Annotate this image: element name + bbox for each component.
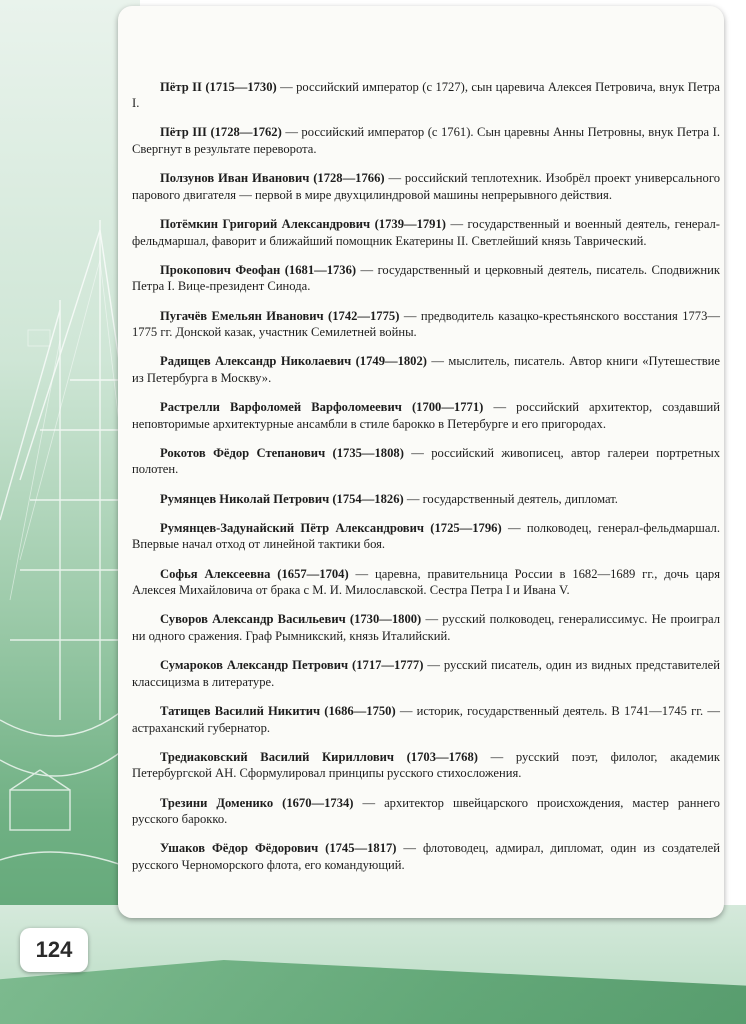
biography-entry <box>132 566 720 599</box>
entry-name: Пётр II (1715—1730) <box>160 79 277 94</box>
biography-entry <box>132 491 720 508</box>
entry-description: — российский император (с 1727), сын царевича Алексея Петровича, внук Петра I. <box>132 79 720 111</box>
entry-description: — русский поэт, филолог, академик Петербургской АН. Сформулировал принципы русского стихосложения. <box>132 749 720 781</box>
entry-name: Тредиаковский Василий Кириллович (1703—1768) <box>160 749 478 764</box>
biography-entry <box>132 611 720 644</box>
entry-description: — государственный деятель, дипломат. <box>403 491 618 506</box>
entry-description: — мыслитель, писатель. Автор книги «Путешествие из Петербурга в Москву». <box>132 354 720 385</box>
biography-entry <box>132 216 720 249</box>
entry-name: Радищев Александр Николаевич (1749—1802) <box>160 354 427 369</box>
entry-name: Сумароков Александр Петрович (1717—1777) <box>160 658 424 673</box>
entry-description: — русский писатель, один из видных представителей классицизма в литературе. <box>132 658 720 689</box>
biography-entry <box>132 657 720 690</box>
entry-name: Румянцев Николай Петрович (1754—1826) <box>160 491 404 506</box>
biography-entry <box>132 520 720 553</box>
biographical-entries-list <box>132 66 720 880</box>
entry-description: — полководец, генерал-фельдмаршал. Впервые начал отход от линейной тактики боя. <box>132 520 720 552</box>
biography-entry <box>132 262 720 295</box>
entry-name: Ползунов Иван Иванович (1728—1766) <box>160 171 385 186</box>
entry-name: Татищев Василий Никитич (1686—1750) <box>160 703 396 718</box>
entry-name: Прокопович Феофан (1681—1736) <box>160 262 357 277</box>
entry-description: — российский живописец, автор галереи портретных полотен. <box>132 445 720 477</box>
biography-entry <box>132 795 720 828</box>
entry-description: — государственный и военный деятель, генерал-фельдмаршал, фаворит и ближайший помощник Екатерины II. Светлейший князь Таврический. <box>132 216 720 248</box>
entry-name: Потёмкин Григорий Александрович (1739—1791) <box>160 216 446 231</box>
entry-name: Софья Алексеевна (1657—1704) <box>160 566 349 581</box>
entry-description: — российский теплотехник. Изобрёл проект универсального парового двигателя — первой в мире двухцилиндровой машины непрерывного действия. <box>132 171 720 202</box>
biography-entry <box>132 170 720 203</box>
entry-name: Растрелли Варфоломей Варфоломеевич (1700—1771) <box>160 400 484 415</box>
biography-entry <box>132 124 720 157</box>
biography-entry <box>132 399 720 432</box>
entry-name: Суворов Александр Васильевич (1730—1800) <box>160 612 422 627</box>
page-number: 124 <box>20 928 88 972</box>
biography-entry <box>132 749 720 782</box>
biography-entry <box>132 79 720 112</box>
entry-description: — государственный и церковный деятель, писатель. Сподвижник Петра I. Вице-президент Синода. <box>132 262 720 294</box>
entry-description: — царевна, правительница России в 1682—1689 гг., дочь царя Алексея Михайловича от брака с М. И. Милославской. Сестра Петра I и Ивана V. <box>132 566 720 598</box>
entry-description: — архитектор швейцарского происхождения, мастер раннего русского барокко. <box>132 795 720 827</box>
biography-entry <box>132 840 720 873</box>
entry-name: Пётр III (1728—1762) <box>160 125 282 140</box>
entry-description: — предводитель казацко-крестьянского восстания 1773—1775 гг. Донской казак, участник Семилетней войны. <box>132 308 720 340</box>
entry-description: — российский император (с 1761). Сын царевны Анны Петровны, внук Петра I. Свергнут в результате переворота. <box>132 125 720 156</box>
biography-entry <box>132 445 720 478</box>
biography-entry <box>132 353 720 386</box>
entry-description: — русский полководец, генералиссимус. Не проиграл ни одного сражения. Граф Рымникский, князь Италийский. <box>132 612 720 643</box>
entry-name: Рокотов Фёдор Степанович (1735—1808) <box>160 445 404 460</box>
entry-name: Трезини Доменико (1670—1734) <box>160 795 354 810</box>
entry-description: — историк, государственный деятель. В 1741—1745 гг. — астраханский губернатор. <box>132 703 720 735</box>
entry-name: Ушаков Фёдор Фёдорович (1745—1817) <box>160 841 397 856</box>
entry-description: — российский архитектор, создавший неповторимые архитектурные ансамбли в стиле барокко в Петербурге и его пригородах. <box>132 400 720 431</box>
entry-name: Пугачёв Емельян Иванович (1742—1775) <box>160 308 400 323</box>
entry-name: Румянцев-Задунайский Пётр Александрович (1725—1796) <box>160 520 502 535</box>
biography-entry <box>132 308 720 341</box>
entry-description: — флотоводец, адмирал, дипломат, один из создателей русского Черноморского флота, его командующий. <box>132 841 720 872</box>
biography-entry <box>132 703 720 736</box>
